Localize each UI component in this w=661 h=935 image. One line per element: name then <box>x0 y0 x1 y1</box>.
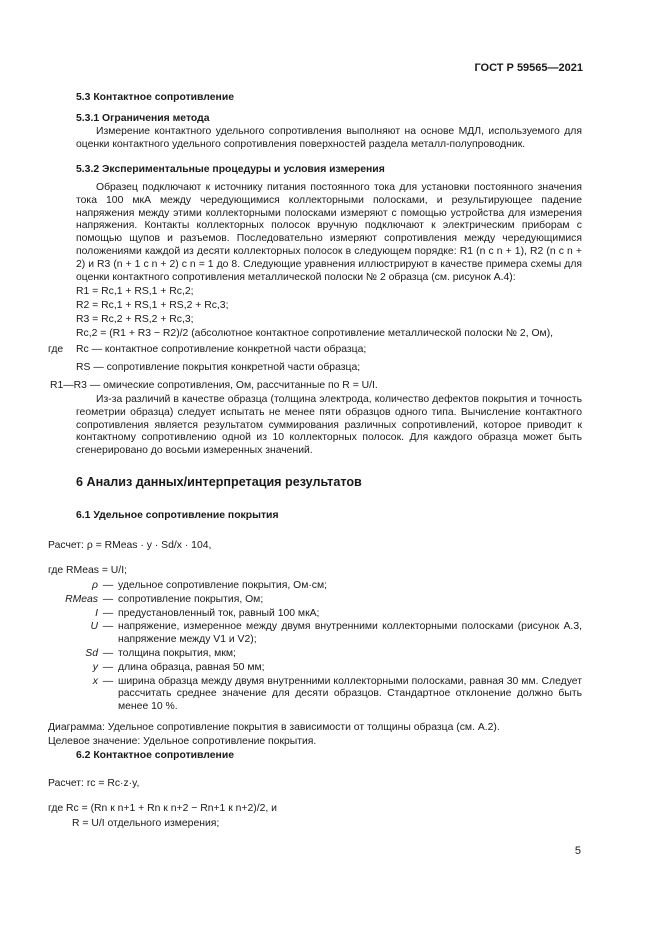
where-6-2: где Rc = (Rn к n+1 + Rn к n+2 − Rn+1 к n+2)/2, и <box>48 803 277 814</box>
section-5-3-title: 5.3 Контактное сопротивление <box>76 92 234 103</box>
para1-order: R1 (n с n + 1), R2 (n с n + 2) и R3 (n + 1 с n + 2) с n = 1 до 8. <box>76 245 582 270</box>
definition-row <box>48 621 582 647</box>
definition-symbol: RMeas <box>65 593 98 605</box>
equation-r3: R3 = Rc,2 + RS,2 + Rc,3; <box>76 314 194 325</box>
definition-dash: — <box>102 621 114 633</box>
def-rc-row <box>48 344 366 357</box>
definition-text: напряжение, измеренное между двумя внутренними коллекторными полосками (рисунок А.3, напряжение между V1 и V2); <box>118 621 582 646</box>
def-rs-row <box>76 362 360 375</box>
definition-text: удельное сопротивление покрытия, Ом·см; <box>118 580 328 591</box>
standard-id: ГОСТ Р 59565—2021 <box>474 62 583 74</box>
definition-dash: — <box>102 593 114 605</box>
definition-dash: — <box>102 661 114 673</box>
definition-row <box>48 648 582 661</box>
definition-row <box>48 662 582 675</box>
para1-text: Образец подключают к источнику питания постоянного тока для установки постоянного значения тока 100 мкА между чередующимися коллекторными полосками, и результирующее падение напряжения между этими коллекторными полосками измеряют с помощью устройства для измерения напряжения. Контакты коллекторных полосок вручную подключают к электрическим приборам с помощью щупов и разъемов. Последовательно измеряют сопротивления между чередующимися положениями каждой из десяти коллекторных полосок в следующем порядке: <box>76 182 582 257</box>
definition-text: сопротивление покрытия, Ом; <box>118 593 264 605</box>
page-number: 5 <box>574 845 581 857</box>
definition-row <box>48 580 582 593</box>
where-6-1: где RMeas = U/I; <box>48 565 127 576</box>
r-def-6-2: R = U/I отдельного измерения; <box>72 818 220 829</box>
definition-dash: — <box>102 647 114 659</box>
diagram-line: Диаграмма: Удельное сопротивление покрытия в зависимости от толщины образца (см. А.2). <box>48 722 500 733</box>
section-6-1-title: 6.1 Удельное сопротивление покрытия <box>76 510 279 521</box>
definition-symbol: x <box>92 675 98 687</box>
definition-dash: — <box>102 580 114 591</box>
definition-dash: — <box>102 607 114 619</box>
calc-6-1: Расчет: ρ = RMeas · y · Sd/x · 104, <box>48 540 212 551</box>
definition-dash: — <box>102 675 114 687</box>
target-line: Целевое значение: Удельное сопротивление покрытия. <box>48 736 317 747</box>
equation-rc2: Rc,2 = (R1 + R3 − R2)/2 (абсолютное контактное сопротивление металлической полоски № 2, Ом), <box>76 328 554 339</box>
definition-row <box>48 594 582 607</box>
definition-text: предустановленный ток, равный 100 мкА; <box>118 607 320 619</box>
definition-symbol: y <box>92 661 98 673</box>
definition-row <box>48 676 582 714</box>
section-5-3-2-title: 5.3.2 Экспериментальные процедуры и условия измерения <box>76 164 385 175</box>
definition-symbol: ρ <box>92 580 98 591</box>
section-6-title: 6 Анализ данных/интерпретация результатов <box>76 475 362 489</box>
def-r13-row <box>50 380 378 393</box>
def-rs: RS — сопротивление покрытия конкретной части образца; <box>76 362 361 373</box>
def-r13: R1—R3 — омические сопротивления, Ом, рассчитанные по R = U/I. <box>50 380 378 391</box>
section-5-3-2-para2: Из-за различий в качестве образца (толщина электрода, количество дефектов покрытия и точность геометрии образца) следует испытать не менее пяти образцов одного типа. Вычисление контактного сопротивления является результатом суммирования различных сопротивлений, которое приводит к контактному сопротивлению одной из 10 коллекторных полосок. Для каждого образца может быть сгенерировано до восьми измеренных значений. <box>76 394 582 457</box>
definition-symbol: Sd <box>85 647 98 659</box>
section-6-2-title: 6.2 Контактное сопротивление <box>76 750 234 761</box>
def-rc: Rc — контактное сопротивление конкретной части образца; <box>76 344 367 355</box>
definition-text: ширина образца между двумя внутренними коллекторными полосками, равная 30 мм. Следует рассчитать среднее значение для десяти образцов. Стандартное отклонение должно быть менее 10 %. <box>118 675 582 713</box>
equation-r2: R2 = Rc,1 + RS,1 + RS,2 + Rc,3; <box>76 300 229 311</box>
definition-list-6-1 <box>48 580 582 715</box>
section-5-3-1-title: 5.3.1 Ограничения метода <box>76 113 210 124</box>
section-5-3-2-para1 <box>76 182 582 284</box>
para1-tail: Следующие уравнения иллюстрируют в качестве примера схемы для оценки контактного сопротивления металлической полоски № 2 образца (см. рисунок А.4): <box>76 258 583 283</box>
definition-symbol: I <box>95 607 98 619</box>
definition-text: толщина покрытия, мкм; <box>118 647 236 659</box>
definition-symbol: U <box>90 621 98 633</box>
calc-6-2: Расчет: rc = Rc·z·y, <box>48 778 140 789</box>
definition-text: длина образца, равная 50 мм; <box>118 661 265 673</box>
where-label: где <box>48 344 64 355</box>
definition-row <box>48 608 582 621</box>
equation-r1: R1 = Rc,1 + RS,1 + Rc,2; <box>76 286 194 297</box>
section-5-3-1-text: Измерение контактного удельного сопротивления выполняют на основе МДЛ, используемого для оценки контактного удельного сопротивления поверхностей раздела металл-полупроводник. <box>76 126 582 150</box>
